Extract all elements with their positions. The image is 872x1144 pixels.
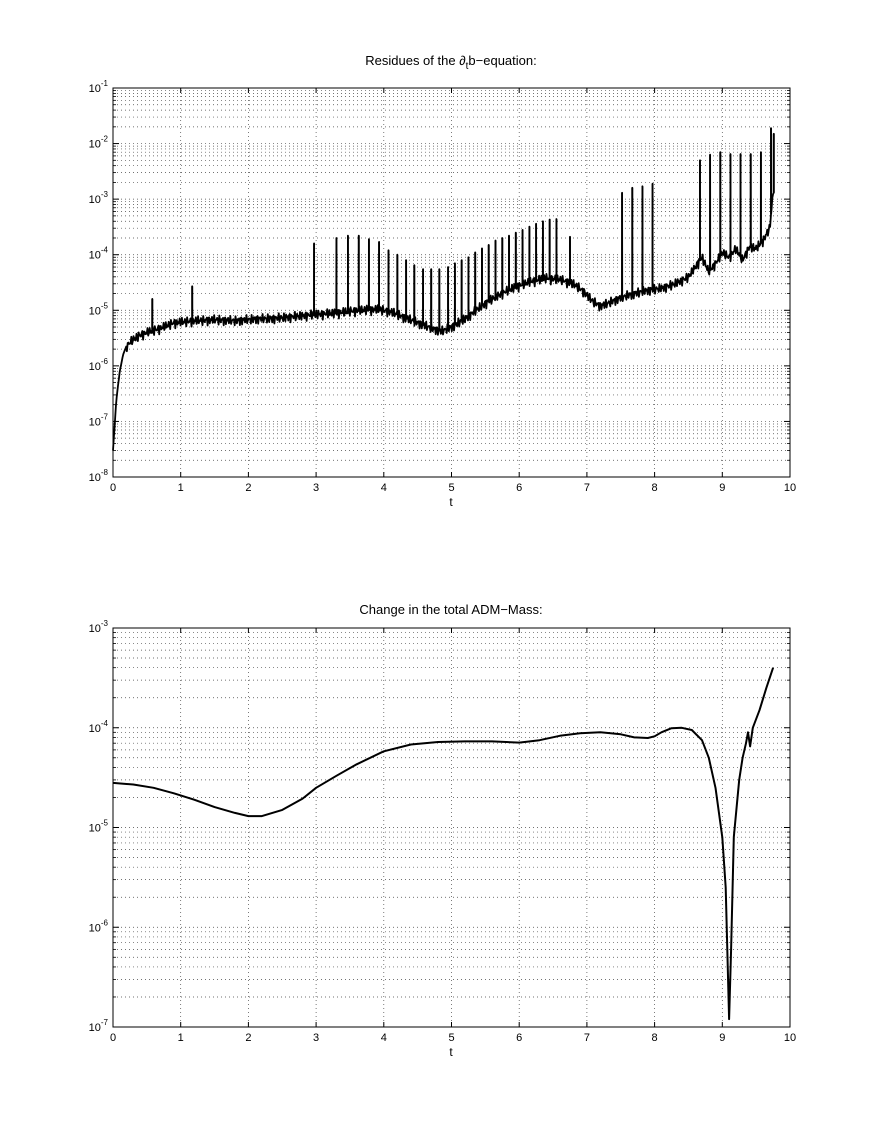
- y-tick-label: $10^{-1}$: [88, 79, 108, 95]
- x-tick-label: 6: [516, 1032, 523, 1044]
- y-tick-label: $10^{-4}$: [88, 245, 108, 262]
- x-tick-label: 5: [448, 482, 455, 494]
- x-tick-label: 2: [245, 482, 252, 494]
- x-tick-label: 0: [109, 1032, 117, 1044]
- y-tick-label: $10^{-6}$: [88, 918, 108, 935]
- y-tick-labels: [89, 619, 109, 1034]
- x-axis-label: t: [449, 1045, 453, 1059]
- y-tick-label: $10^{-3}$: [88, 619, 108, 635]
- tick-marks: [113, 628, 790, 1027]
- x-tick-label: 1: [177, 482, 184, 494]
- x-tick-label: 8: [651, 1032, 658, 1044]
- x-tick-labels: [110, 1032, 796, 1044]
- series-line: [113, 128, 774, 450]
- y-tick-label: $10^{-3}$: [88, 190, 108, 207]
- grid-lines: [113, 628, 790, 1027]
- x-tick-label: 7: [583, 482, 590, 494]
- chart-title: Residues of the $\partial_tb-equation$:: [365, 53, 537, 72]
- plot-frame: [113, 88, 790, 477]
- x-axis-label: t: [449, 495, 453, 509]
- x-tick-label: 7: [583, 1032, 590, 1044]
- grid-lines: [113, 88, 790, 477]
- x-tick-labels: [110, 482, 796, 494]
- x-tick-label: 2: [245, 1032, 252, 1044]
- chart-title: Change in the total ADM−Mass:: [359, 602, 543, 617]
- x-tick-label: 8: [651, 482, 658, 494]
- x-tick-label: 6: [516, 482, 523, 494]
- data-series: [113, 668, 773, 1019]
- x-tick-label: 1: [177, 1032, 184, 1044]
- x-tick-label: 3: [313, 1032, 320, 1044]
- x-tick-label: 4: [380, 482, 387, 494]
- y-tick-label: $10^{-7}$: [88, 1018, 108, 1034]
- y-tick-label: $10^{-6}$: [88, 356, 108, 373]
- y-tick-labels: [89, 79, 109, 484]
- y-tick-label: $10^{-5}$: [88, 301, 108, 318]
- plot-frame: [113, 628, 790, 1027]
- y-tick-label: $10^{-5}$: [88, 818, 108, 835]
- x-tick-label: 9: [719, 482, 726, 494]
- series-line: [113, 668, 773, 1019]
- x-tick-label: 10: [783, 482, 797, 494]
- data-series: [113, 128, 774, 450]
- residues-chart: [89, 53, 797, 509]
- x-tick-label: 4: [380, 1032, 387, 1044]
- y-tick-label: $10^{-7}$: [88, 412, 108, 429]
- y-tick-label: $10^{-2}$: [88, 134, 108, 151]
- y-tick-label: $10^{-4}$: [88, 718, 108, 735]
- x-tick-label: 5: [448, 1032, 455, 1044]
- x-tick-label: 9: [719, 1032, 726, 1044]
- adm-mass-chart: [89, 602, 797, 1059]
- y-tick-label: $10^{-8}$: [88, 468, 108, 484]
- x-tick-label: 0: [109, 482, 117, 494]
- x-tick-label: 3: [313, 482, 320, 494]
- tick-marks: [113, 88, 790, 477]
- x-tick-label: 10: [783, 1032, 797, 1044]
